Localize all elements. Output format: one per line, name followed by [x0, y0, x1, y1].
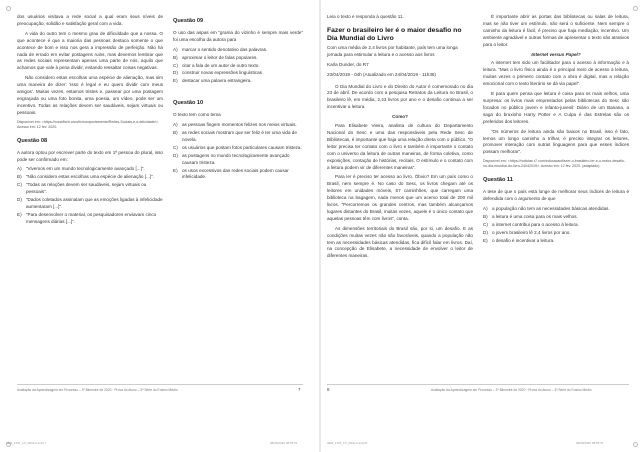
answer-option-b[interactable] [483, 214, 629, 221]
option-text: as postagens no mundo tecnologicamente avançado causam tristeza. [182, 152, 290, 165]
option-text: “Para desenvolver o material, os pesquisadores enviavam cinco mensagens diárias [...]”. [26, 211, 157, 224]
left-page-column-1 [17, 14, 163, 227]
answer-option-c[interactable] [173, 63, 303, 70]
right-page-column-1 [327, 14, 473, 263]
option-letter: B) [17, 174, 22, 180]
question-title: Questão 10 [173, 100, 204, 107]
option-letter: A) [483, 205, 488, 211]
answer-option-e[interactable] [173, 78, 303, 85]
option-text: o jovem brasileiro lê 2,4 livros por ano. [492, 229, 571, 235]
article-paragraph: Para Elisabete Vieira, analista de cultura do Departamento Nacional do Sesc e uma das responsáveis pela Rede Sesc de Bibliotecas, é importante que haja uma relação direta com o público. “O leitor precisa ter contato com o livro e também é importante o contato com o universo da leitura de outras maneiras, de forma coletiva, como exposições, contação de histórias, recitais. O estímulo e o contato com a leitura podem vir de diferentes maneiras”. [327, 123, 473, 170]
footer-divider [17, 384, 303, 385]
question-10 [173, 100, 303, 181]
article-paragraph: E para quem pensa que leitura é coisa para os mais velhos, uma surpresa: os livros mais emprestados pelas bibliotecas do Sesc são focados no público jovem e infanto-juvenil: Diário de um Banana, a saga do bruxinho Harry Potter e A Culpa é das Estrelas são os preferidos dos leitores. [483, 91, 629, 124]
print-slug: 3EM_1TRI_LP_MIOLO.indd 8 [327, 441, 368, 445]
option-text: citar a fala de um autor de outro texto. [182, 62, 260, 68]
article-subheading: Internet versus Papel? [531, 51, 581, 57]
question-title: Questão 11 [483, 177, 513, 184]
option-text: o desafio é incentivar a leitura. [492, 237, 555, 243]
option-letter: E) [173, 78, 178, 84]
option-letter: B) [173, 54, 178, 60]
option-letter: E) [17, 211, 22, 217]
option-text: “Dados coletados assinalam que as emoções ligadas à infelicidade aumentaram [...]”. [26, 197, 163, 209]
answer-option-b[interactable] [173, 130, 303, 144]
print-slug: 3EM_1TRI_LP_MIOLO.indd 7 [6, 441, 47, 445]
article-paragraph: Para ler é preciso ter acesso ao livro. Óbvio? Em um país como o Brasil, nem sempre é. No caso do Sesc, os livros chegam até os leitores em unidades móveis, 57 caminhões, que carregam uma biblioteca na bagagem, nada menos que um acervo total de 200 mil livros. “Percorremos os grandes centros, mas também alcançamos lugares distantes do Brasil, muitas vezes, aquele é o único contato que aquelas pessoas têm com livros”, conta. [327, 174, 473, 221]
option-text: a população não tem as necessidades básicas atendidas. [492, 205, 610, 211]
option-letter: D) [173, 70, 178, 76]
question-stem: O uso das aspas em “grama do vizinho é sempre mais verde” foi uma escolha da autora para [173, 29, 303, 42]
answer-option-c[interactable] [17, 182, 163, 196]
question-title: Questão 09 [173, 18, 204, 24]
option-letter: C) [173, 144, 178, 150]
answer-option-b[interactable] [17, 174, 163, 181]
question-11 [483, 177, 629, 244]
footer-divider [327, 384, 629, 385]
option-letter: E) [483, 237, 488, 243]
article-paragraph: É importante abrir as portas das bibliotecas ou salas de leitura, mas se não tiver um estímulo, não será o suficiente. Nem sempre o caminho da leitura é fácil, é preciso que haja mediação, incentivo. Um ambiente agradável e outras formas de apresentar o texto são atrativos para o leitor. [483, 14, 629, 47]
article-paragraph: A internet tem sido um facilitador para o acesso à informação e à leitura. “Mas o livro físico ainda é o principal meio de acesso à leitura, muitas vezes o primeiro contato com a obra é digital, mas a relação emocional com o texto literário se dá via papel”. [483, 60, 629, 87]
answer-option-e[interactable] [17, 212, 163, 226]
intro-paragraph: dos usuários visitava a rede social a qual eram seus níveis de preocupação, solidão e satisfação geral com a vida. [17, 14, 163, 26]
article-subheading: Como? [392, 114, 408, 120]
registration-mark [6, 6, 11, 11]
article-title: Fazer o brasileiro ler é o maior desafio no Dia Mundial do Livro [327, 26, 462, 42]
article-paragraph: O Dia Mundial do Livro e do Direito do Autor é comemorado no dia 23 de abril. De acordo com a pesquisa Retratos da Leitura no Brasil, o brasileiro lê, em média, 2,43 livros por ano e o desafio continua a ser incentivar a leitura. [327, 83, 473, 110]
option-text: “Vivemos em um mundo tecnologicamente avançado [...]”. [26, 166, 145, 172]
option-letter: D) [17, 197, 22, 203]
left-page-column-2 [173, 14, 303, 182]
option-text: marcar o sentido denotativo das palavras. [182, 46, 268, 52]
registration-mark [633, 442, 638, 447]
option-letter: D) [173, 152, 178, 158]
intro-paragraph: Não considero estas escolhas uma espécie de alienação, mas sim uma maneira de dizer: 'isso é legal e eu quero dividir com meus amigos'. Muitas vezes, estamos tristes e, passear por uma postagem engraçada ou uma foto bonita, uma poesia, um vídeo, pode ser um incentivo. Todas as relações devem ser saudáveis, sejam virtuais ou pessoais. [17, 75, 163, 115]
option-letter: D) [483, 229, 488, 235]
intro-paragraph: A vida do outro tem o mesmo grau de dificuldade que a nossa. O que acontece é que a maioria das pessoas destaca somente o que acontece de bom e isso nos gera a impressão de perfeição. Não há nada de errado em evitar postagens ruins, mas devemos lembrar que as redes sociais representam apenas uma parte de nós, aquilo que achamos que vale à pena dividir, evitando ressaltar coisas negativas. [17, 30, 163, 71]
option-letter: A) [173, 122, 178, 128]
option-text: construir novas expressões linguísticas. [182, 70, 264, 76]
answer-option-d[interactable] [483, 230, 629, 237]
option-text: os usos excessivos das redes sociais podem causar infelicidade. [182, 167, 289, 180]
question-stem: A autora optou por escrever parte do texto em 1ª pessoa do plural, isso pode ser confirmado em: [17, 149, 163, 162]
question-08 [17, 138, 163, 226]
option-letter: B) [173, 129, 178, 135]
option-text: os usuários que postam fotos particulares causam tristeza. [182, 144, 302, 150]
right-page-column-2 [483, 14, 629, 245]
answer-option-c[interactable] [483, 222, 629, 229]
answer-option-b[interactable] [173, 55, 303, 62]
page-footer: Avaliação da Aprendizagem em Processo – 3º Bimestre de 2020 · Prova do Aluno – 3ª Série do Ensino Médio [431, 388, 592, 392]
option-text: “Todas as relações devem ser saudáveis, sejam virtuais ou pessoais”. [26, 182, 147, 195]
page-footer: Avaliação da Aprendizagem em Processo – 3º Bimestre de 2020 · Prova do Aluno – 3ª Série do Ensino Médio [17, 388, 178, 392]
article-paragraph: “Os números de leitura ainda são baixos no Brasil, isso é fato, temos um longo caminho a trilhar, é preciso integrar os leitores, promover interação com outras linguagens para que esses índices possam melhorar”. [483, 128, 629, 155]
option-text: destacar uma palavra estrangeira. [182, 78, 252, 84]
print-timestamp: 08/09/2020 08:55:51 [576, 441, 604, 445]
article-subtitle: Com uma média de 2,4 livros por habitante, país tem uma longa jornada para estimular a leitura e o acesso aos livros [327, 44, 458, 57]
option-text: aproximar o leitor de falas populares. [182, 54, 258, 60]
option-letter: B) [483, 213, 488, 219]
reading-instruction: Leia o texto e responda à questão 11. [327, 14, 404, 19]
registration-mark [633, 6, 638, 11]
question-09 [173, 18, 303, 85]
answer-option-d[interactable] [17, 197, 163, 211]
option-text: as pessoas fingem momentos felizes nos meios virtuais. [182, 122, 297, 128]
option-letter: A) [173, 46, 178, 52]
article-paragraph: As dimensões territoriais do Brasil são, por si, um desafio. E as condições muitas vezes não são favoráveis, quando a população não tem as necessidades básicas atendidas, fica difícil falar em livros. Daí, na concepção de Elisabete, a necessidade de envolver o leitor de diferentes maneiras. [327, 225, 473, 259]
answer-option-a[interactable] [173, 122, 303, 129]
source-citation: Disponível em: <https://conefisch.com/br/comportamento/Redes-Sociais-e-a-felicidade/>. Acesso em: 12 fev. 2020. [17, 119, 159, 129]
option-letter: C) [173, 62, 178, 68]
answer-option-c[interactable] [173, 145, 303, 152]
source-citation: Disponível em: <https://noticias.r7.com/educacao/fazer-o-brasileiro-ler-e-o-maior-desafio-no-dia-mundial-do-livro-24042019>. Acesso em: 12 fev. 2020. (adaptado) [483, 159, 626, 169]
page-number: 8 [327, 387, 330, 392]
answer-option-d[interactable] [173, 70, 303, 77]
right-page [321, 0, 640, 452]
question-stem: O texto tem como tema [173, 112, 221, 118]
option-text: “Não considero estas escolhas uma espécie de alienação [...]”. [26, 174, 154, 180]
page-number: 7 [298, 387, 301, 392]
answer-option-a[interactable] [483, 206, 629, 213]
option-text: as redes sociais mostram que ser feliz é ter uma vida de novela. [182, 129, 297, 142]
option-text: a internet contribui para o acesso à leitura. [492, 221, 579, 227]
article-date: 23/04/2019 - 04h (Atualizado em 24/04/2019 - 11h36) [327, 71, 436, 77]
option-letter: C) [17, 182, 22, 188]
answer-option-e[interactable] [173, 168, 303, 182]
question-stem: A tese de que o país está longe de melhorar seus índices de leitura é defendida com o argumento de que [483, 189, 629, 202]
answer-option-d[interactable] [173, 153, 303, 167]
option-letter: C) [483, 221, 488, 227]
article-author: Karla Dunder, do R7 [327, 61, 369, 67]
left-page [0, 0, 319, 452]
option-text: a leitura é uma coisa para os mais velhos. [492, 213, 578, 219]
answer-option-a[interactable] [17, 166, 163, 173]
answer-option-a[interactable] [173, 47, 303, 54]
question-title: Questão 08 [17, 137, 48, 144]
answer-option-e[interactable] [483, 238, 629, 245]
option-letter: E) [173, 167, 178, 173]
option-letter: A) [17, 166, 22, 172]
print-timestamp: 08/09/2020 08:55:51 [270, 441, 298, 445]
